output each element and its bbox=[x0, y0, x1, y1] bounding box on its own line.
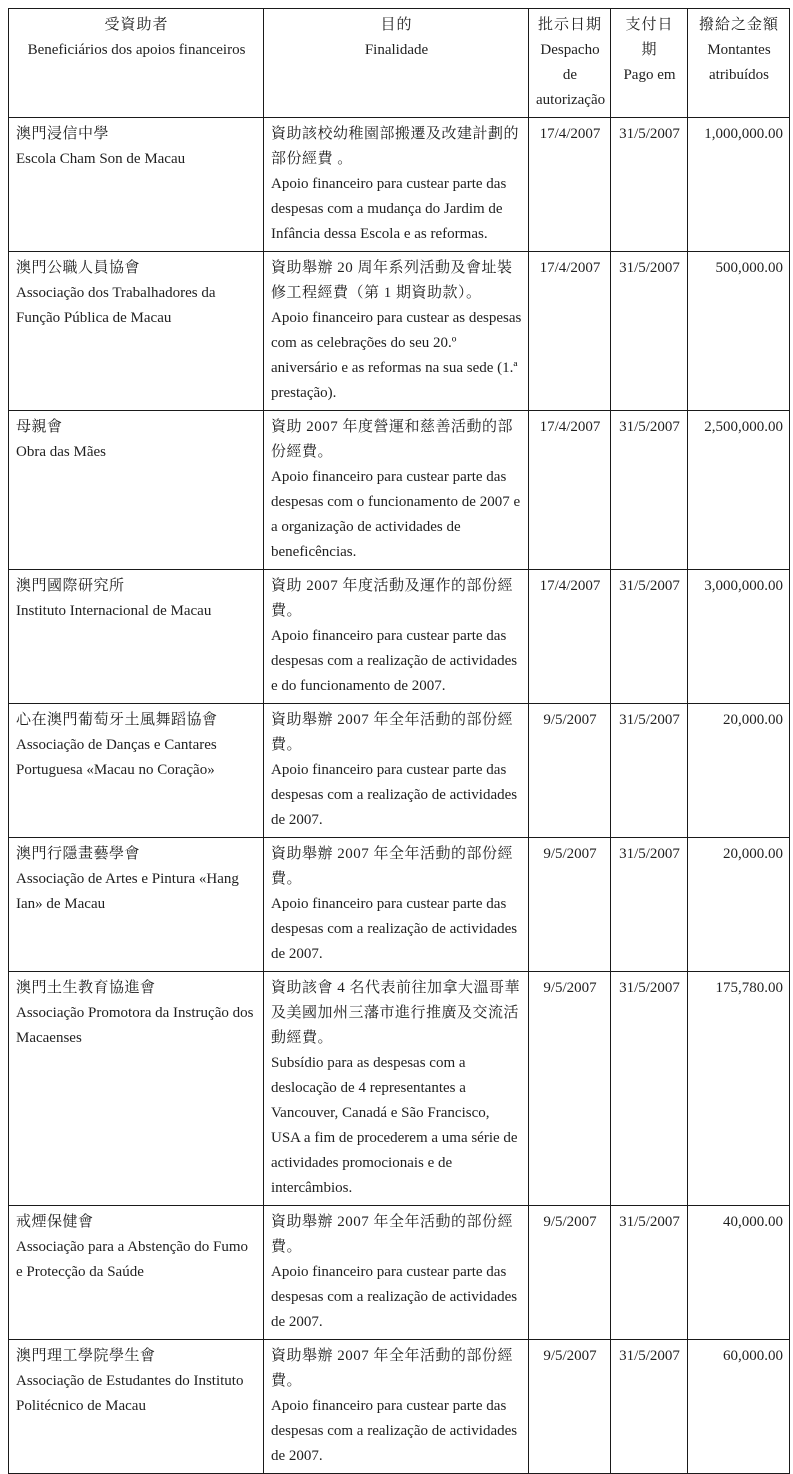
amount-cell: 2,500,000.00 bbox=[688, 411, 790, 570]
purpose-zh: 資助 2007 年度營運和慈善活動的部份經費。 bbox=[271, 419, 514, 460]
beneficiary-pt: Associação dos Trabalhadores da Função Pública de Macau bbox=[16, 285, 216, 326]
auth-date-cell: 9/5/2007 bbox=[529, 704, 611, 838]
purpose-pt: Apoio financeiro para custear parte das despesas com a realização de actividades de 2007. bbox=[271, 896, 518, 962]
purpose-pt: Apoio financeiro para custear parte das despesas com o funcionamento de 2007 e a organização de actividades de beneficências. bbox=[271, 469, 521, 560]
purpose-cell bbox=[264, 972, 529, 1206]
auth-date-cell: 17/4/2007 bbox=[529, 411, 611, 570]
beneficiary-zh: 母親會 bbox=[16, 419, 63, 435]
beneficiary-pt: Obra das Mães bbox=[16, 444, 106, 460]
purpose-zh: 資助舉辦 2007 年全年活動的部份經費。 bbox=[271, 1214, 514, 1255]
purpose-cell bbox=[264, 118, 529, 252]
beneficiary-cell bbox=[9, 118, 264, 252]
purpose-zh: 資助該會 4 名代表前往加拿大溫哥華及美國加州三藩市進行推廣及交流活動經費。 bbox=[271, 980, 521, 1046]
amount-cell: 60,000.00 bbox=[688, 1340, 790, 1474]
beneficiary-cell bbox=[9, 1206, 264, 1340]
auth-date-cell: 9/5/2007 bbox=[529, 1340, 611, 1474]
amount-cell: 3,000,000.00 bbox=[688, 570, 790, 704]
col-header-purpose-pt: Finalidade bbox=[364, 42, 429, 58]
auth-date-cell: 9/5/2007 bbox=[529, 1206, 611, 1340]
beneficiary-pt: Associação para a Abstenção do Fumo e Protecção da Saúde bbox=[16, 1239, 249, 1280]
paid-date-cell: 31/5/2007 bbox=[611, 704, 688, 838]
col-header-purpose-zh: 目的 bbox=[380, 17, 413, 33]
beneficiary-pt: Associação de Danças e Cantares Portuguesa «Macau no Coração» bbox=[16, 737, 217, 778]
col-header-purpose bbox=[264, 9, 529, 118]
table-row bbox=[9, 411, 790, 570]
purpose-zh: 資助舉辦 20 周年系列活動及會址裝修工程經費（第 1 期資助款）。 bbox=[271, 260, 513, 301]
purpose-zh: 資助舉辦 2007 年全年活動的部份經費。 bbox=[271, 1348, 514, 1389]
amount-cell: 20,000.00 bbox=[688, 704, 790, 838]
purpose-pt: Apoio financeiro para custear parte das despesas com a realização de actividades de 2007. bbox=[271, 1264, 518, 1330]
beneficiary-cell bbox=[9, 570, 264, 704]
auth-date-cell: 9/5/2007 bbox=[529, 972, 611, 1206]
col-header-paid-date-zh: 支付日期 bbox=[625, 17, 674, 58]
beneficiary-pt: Associação de Artes e Pintura «Hang Ian» de Macau bbox=[16, 871, 239, 912]
table-row bbox=[9, 252, 790, 411]
col-header-auth-date bbox=[529, 9, 611, 118]
amount-cell: 500,000.00 bbox=[688, 252, 790, 411]
beneficiary-cell bbox=[9, 1340, 264, 1474]
paid-date-cell: 31/5/2007 bbox=[611, 972, 688, 1206]
table-row bbox=[9, 118, 790, 252]
col-header-paid-date bbox=[611, 9, 688, 118]
beneficiary-zh: 澳門國際研究所 bbox=[16, 578, 125, 594]
table-row bbox=[9, 838, 790, 972]
beneficiary-zh: 澳門公職人員協會 bbox=[16, 260, 141, 276]
table-row bbox=[9, 570, 790, 704]
purpose-pt: Apoio financeiro para custear parte das despesas com a realização de actividades de 2007. bbox=[271, 1398, 518, 1464]
beneficiary-zh: 澳門行隱畫藝學會 bbox=[16, 846, 141, 862]
gazette-page bbox=[0, 8, 793, 1464]
col-header-amount-pt: Montantes atribuídos bbox=[707, 42, 771, 83]
beneficiary-cell bbox=[9, 252, 264, 411]
col-header-beneficiary-pt: Beneficiários dos apoios financeiros bbox=[27, 42, 246, 58]
beneficiary-cell bbox=[9, 838, 264, 972]
beneficiary-zh: 心在澳門葡萄牙土風舞蹈協會 bbox=[16, 712, 218, 728]
paid-date-cell: 31/5/2007 bbox=[611, 411, 688, 570]
purpose-cell bbox=[264, 1340, 529, 1474]
purpose-pt: Apoio financeiro para custear as despesas com as celebrações do seu 20.º aniversário e as reformas na sua sede (1.ª prestação). bbox=[271, 310, 522, 401]
purpose-zh: 資助該校幼稚園部搬遷及改建計劃的部份經費 。 bbox=[271, 126, 520, 167]
paid-date-cell: 31/5/2007 bbox=[611, 570, 688, 704]
table-row bbox=[9, 1340, 790, 1474]
paid-date-cell: 31/5/2007 bbox=[611, 1340, 688, 1474]
beneficiary-pt: Instituto Internacional de Macau bbox=[16, 603, 212, 619]
col-header-amount bbox=[688, 9, 790, 118]
purpose-pt: Apoio financeiro para custear parte das despesas com a realização de actividades de 2007. bbox=[271, 762, 518, 828]
beneficiary-pt: Escola Cham Son de Macau bbox=[16, 151, 186, 167]
col-header-amount-zh: 撥給之金額 bbox=[698, 17, 779, 33]
col-header-paid-date-pt: Pago em bbox=[623, 67, 676, 83]
purpose-cell bbox=[264, 570, 529, 704]
beneficiary-cell bbox=[9, 411, 264, 570]
amount-cell: 40,000.00 bbox=[688, 1206, 790, 1340]
purpose-pt: Apoio financeiro para custear parte das despesas com a mudança do Jardim de Infância dessa Escola e as reformas. bbox=[271, 176, 507, 242]
purpose-zh: 資助 2007 年度活動及運作的部份經費。 bbox=[271, 578, 514, 619]
amount-cell: 20,000.00 bbox=[688, 838, 790, 972]
purpose-zh: 資助舉辦 2007 年全年活動的部份經費。 bbox=[271, 846, 514, 887]
auth-date-cell: 9/5/2007 bbox=[529, 838, 611, 972]
amount-cell: 1,000,000.00 bbox=[688, 118, 790, 252]
beneficiary-cell bbox=[9, 972, 264, 1206]
auth-date-cell: 17/4/2007 bbox=[529, 118, 611, 252]
table-header bbox=[9, 9, 790, 118]
purpose-cell bbox=[264, 411, 529, 570]
auth-date-cell: 17/4/2007 bbox=[529, 570, 611, 704]
col-header-auth-date-zh: 批示日期 bbox=[537, 17, 602, 33]
purpose-pt: Subsídio para as despesas com a deslocação de 4 representantes a Vancouver, Canadá e São Francisco, USA a fim de procederem a uma série de actividades promocionais e de intercâmbios. bbox=[271, 1055, 518, 1196]
beneficiary-zh: 澳門土生教育協進會 bbox=[16, 980, 156, 996]
purpose-cell bbox=[264, 704, 529, 838]
purpose-cell bbox=[264, 1206, 529, 1340]
paid-date-cell: 31/5/2007 bbox=[611, 838, 688, 972]
auth-date-cell: 17/4/2007 bbox=[529, 252, 611, 411]
paid-date-cell: 31/5/2007 bbox=[611, 1206, 688, 1340]
col-header-beneficiary bbox=[9, 9, 264, 118]
table-body bbox=[9, 118, 790, 1474]
paid-date-cell: 31/5/2007 bbox=[611, 252, 688, 411]
amount-cell: 175,780.00 bbox=[688, 972, 790, 1206]
table-row bbox=[9, 704, 790, 838]
purpose-cell bbox=[264, 838, 529, 972]
beneficiary-zh: 戒煙保健會 bbox=[16, 1214, 94, 1230]
col-header-beneficiary-zh: 受資助者 bbox=[104, 17, 169, 33]
purpose-zh: 資助舉辦 2007 年全年活動的部份經費。 bbox=[271, 712, 514, 753]
purpose-pt: Apoio financeiro para custear parte das despesas com a realização de actividades e do funcionamento de 2007. bbox=[271, 628, 518, 694]
table-row bbox=[9, 972, 790, 1206]
paid-date-cell: 31/5/2007 bbox=[611, 118, 688, 252]
beneficiary-zh: 澳門理工學院學生會 bbox=[16, 1348, 156, 1364]
header-row bbox=[9, 9, 790, 118]
subsidies-table bbox=[8, 8, 790, 1474]
col-header-auth-date-pt: Despacho de autorização bbox=[536, 42, 606, 108]
beneficiary-pt: Associação Promotora da Instrução dos Macaenses bbox=[16, 1005, 254, 1046]
beneficiary-pt: Associação de Estudantes do Instituto Politécnico de Macau bbox=[16, 1373, 244, 1414]
beneficiary-zh: 澳門浸信中學 bbox=[16, 126, 110, 142]
purpose-cell bbox=[264, 252, 529, 411]
table-row bbox=[9, 1206, 790, 1340]
beneficiary-cell bbox=[9, 704, 264, 838]
